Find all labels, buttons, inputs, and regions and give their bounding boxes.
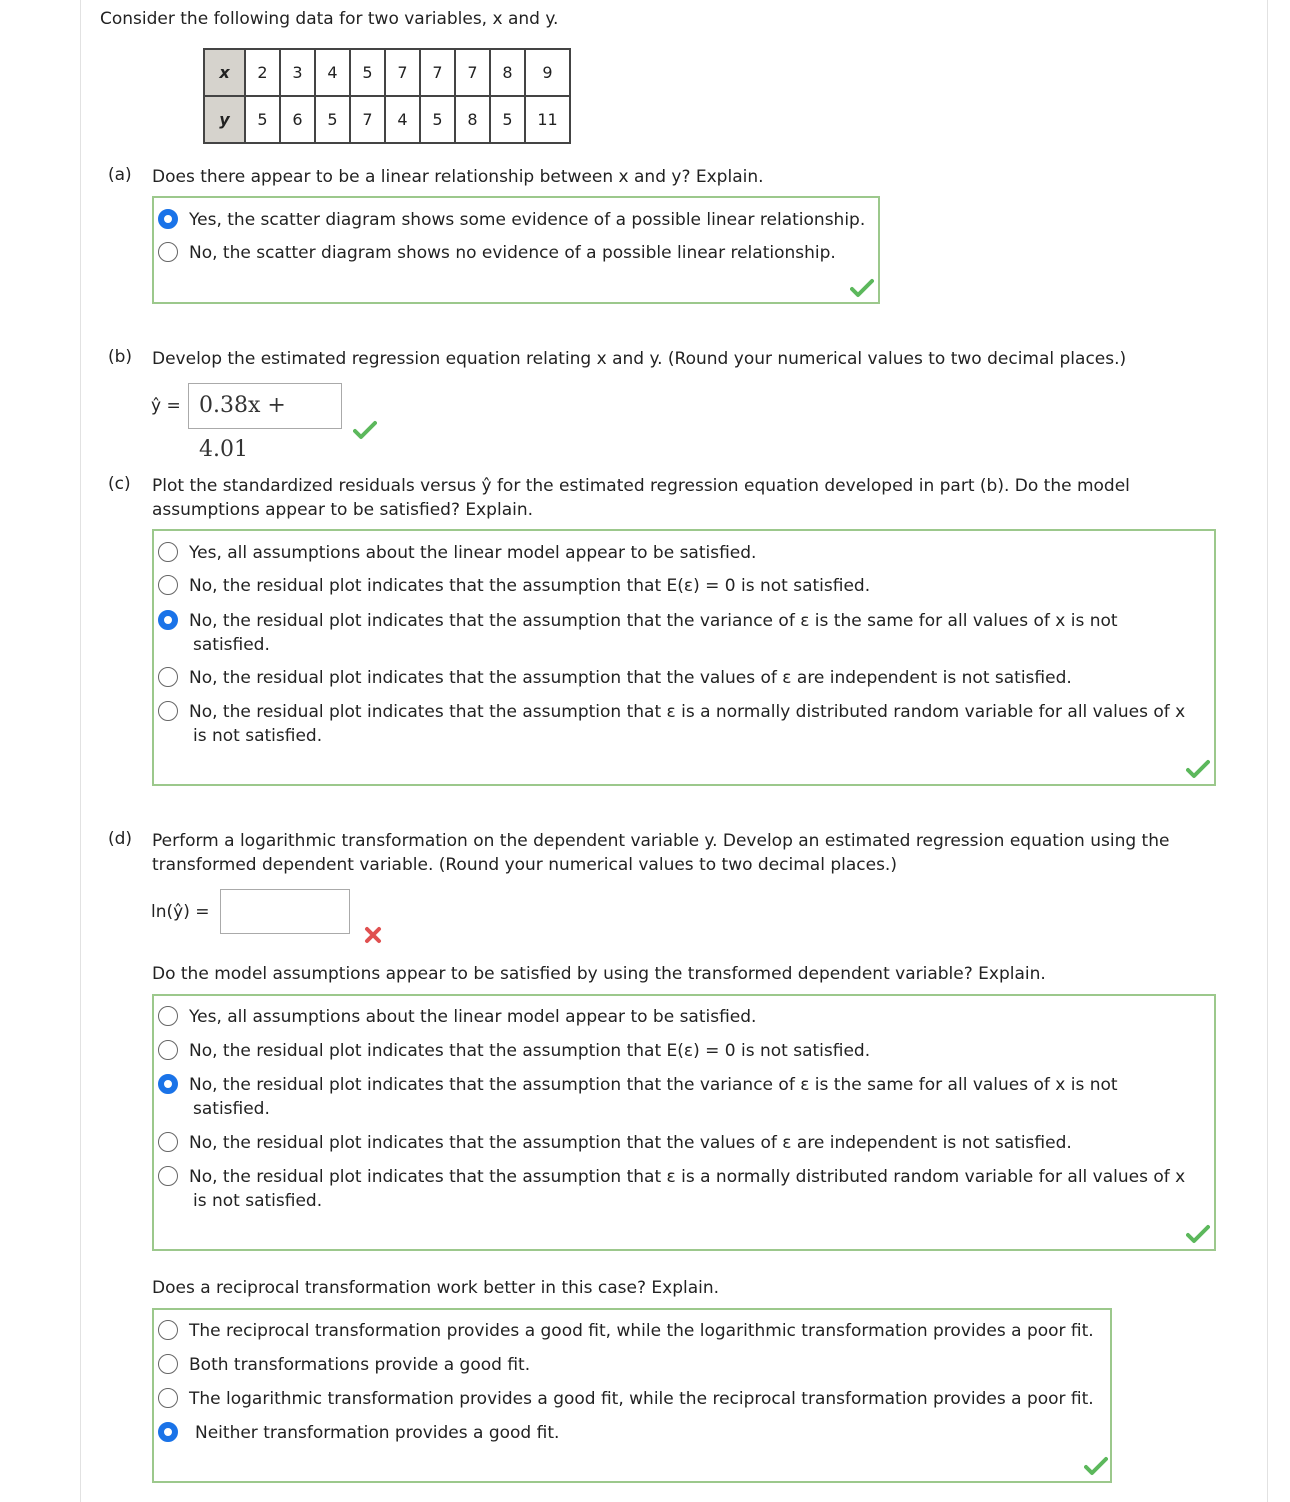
radio-icon[interactable] <box>158 1388 178 1408</box>
part-b-label: (b) <box>108 347 133 367</box>
x-cell: 7 <box>455 49 490 96</box>
correct-check-icon <box>850 278 874 298</box>
x-cell: 7 <box>420 49 455 96</box>
y-header: y <box>204 96 245 143</box>
part-d-answer-box: Yes, all assumptions about the linear model appear to be satisfied. No, the residual plot indicates that the assumption that E(ε) = 0 is not satisfied. No, the residual plot indicates that the assumption that the variance of ε is the same for all values of x is not satisfied. No, the residual plot indicates that the assumption that the values of ε are independent is not satisfied. No, the residual plot indicates that the assumption that ε is a normally distributed random variable for all values of x is not satisfied. <box>152 994 1216 1251</box>
radio-icon[interactable] <box>158 542 178 562</box>
part-b-answer-input[interactable]: 0.38x + 4.01 <box>188 383 342 429</box>
part-a-question: Does there appear to be a linear relationship between x and y? Explain. <box>152 167 764 187</box>
part-d-eq-label: ln(ŷ) = <box>151 902 210 922</box>
part-a-answer-box: Yes, the scatter diagram shows some evidence of a possible linear relationship. No, the scatter diagram shows no evidence of a possible linear relationship. <box>152 196 880 304</box>
y-cell: 8 <box>455 96 490 143</box>
y-cell: 5 <box>490 96 525 143</box>
part-c-label: (c) <box>108 474 131 494</box>
y-cell: 5 <box>245 96 280 143</box>
y-cell: 11 <box>525 96 570 143</box>
part-d-answer-input[interactable] <box>220 889 350 934</box>
radio-icon[interactable] <box>158 1166 178 1186</box>
y-cell: 5 <box>420 96 455 143</box>
radio-icon[interactable] <box>158 1040 178 1060</box>
part-d-question2: Do the model assumptions appear to be satisfied by using the transformed dependent variable? Explain. <box>152 964 1046 984</box>
incorrect-cross-icon <box>363 925 383 945</box>
correct-check-icon <box>1186 1224 1210 1244</box>
x-cell: 4 <box>315 49 350 96</box>
part-d-label: (d) <box>108 829 133 849</box>
x-cell: 2 <box>245 49 280 96</box>
radio-icon[interactable] <box>158 667 178 687</box>
x-cell: 9 <box>525 49 570 96</box>
data-table <box>203 48 571 144</box>
x-cell: 8 <box>490 49 525 96</box>
radio-icon[interactable] <box>158 242 178 262</box>
question-page <box>80 0 1268 1502</box>
correct-check-icon <box>1186 759 1210 779</box>
correct-check-icon <box>353 420 377 440</box>
radio-icon[interactable] <box>158 1354 178 1374</box>
part-d-reciprocal-answer-box: The reciprocal transformation provides a good fit, while the logarithmic transformation provides a poor fit. Both transformations provide a good fit. The logarithmic transformation provides a good fit, while the reciprocal transformation provides a poor fit. Neither transformation provides a good fit. <box>152 1308 1112 1483</box>
radio-icon[interactable] <box>158 1006 178 1026</box>
x-header: x <box>204 49 245 96</box>
radio-icon[interactable] <box>158 1132 178 1152</box>
x-row <box>204 49 570 96</box>
part-d-question3: Does a reciprocal transformation work better in this case? Explain. <box>152 1278 720 1298</box>
radio-selected-icon[interactable] <box>158 209 178 229</box>
radio-selected-icon[interactable] <box>158 1074 178 1094</box>
y-row <box>204 96 570 143</box>
part-a-label: (a) <box>108 165 132 185</box>
y-cell: 7 <box>350 96 385 143</box>
y-cell: 4 <box>385 96 420 143</box>
x-cell: 3 <box>280 49 315 96</box>
radio-icon[interactable] <box>158 1320 178 1340</box>
x-cell: 5 <box>350 49 385 96</box>
part-d-question: Perform a logarithmic transformation on the dependent variable y. Develop an estimated regression equation using the transformed dependent variable. (Round your numerical values to two decimal places.) <box>152 831 1170 875</box>
y-cell: 6 <box>280 96 315 143</box>
part-b-eq-label: ŷ = <box>151 396 181 416</box>
part-c-question: Plot the standardized residuals versus ŷ for the estimated regression equation developed in part (b). Do the model assumptions appear to be satisfied? Explain. <box>152 476 1130 520</box>
radio-selected-icon[interactable] <box>158 1422 178 1442</box>
part-b-question: Develop the estimated regression equation relating x and y. (Round your numerical values to two decimal places.) <box>152 349 1127 369</box>
radio-selected-icon[interactable] <box>158 610 178 630</box>
radio-icon[interactable] <box>158 575 178 595</box>
correct-check-icon <box>1084 1456 1108 1476</box>
radio-icon[interactable] <box>158 701 178 721</box>
part-c-answer-box: Yes, all assumptions about the linear model appear to be satisfied. No, the residual plot indicates that the assumption that E(ε) = 0 is not satisfied. No, the residual plot indicates that the assumption that the variance of ε is the same for all values of x is not satisfied. No, the residual plot indicates that the assumption that the values of ε are independent is not satisfied. No, the residual plot indicates that the assumption that ε is a normally distributed random variable for all values of x is not satisfied. <box>152 529 1216 786</box>
x-cell: 7 <box>385 49 420 96</box>
y-cell: 5 <box>315 96 350 143</box>
intro-text: Consider the following data for two variables, x and y. <box>100 9 559 29</box>
